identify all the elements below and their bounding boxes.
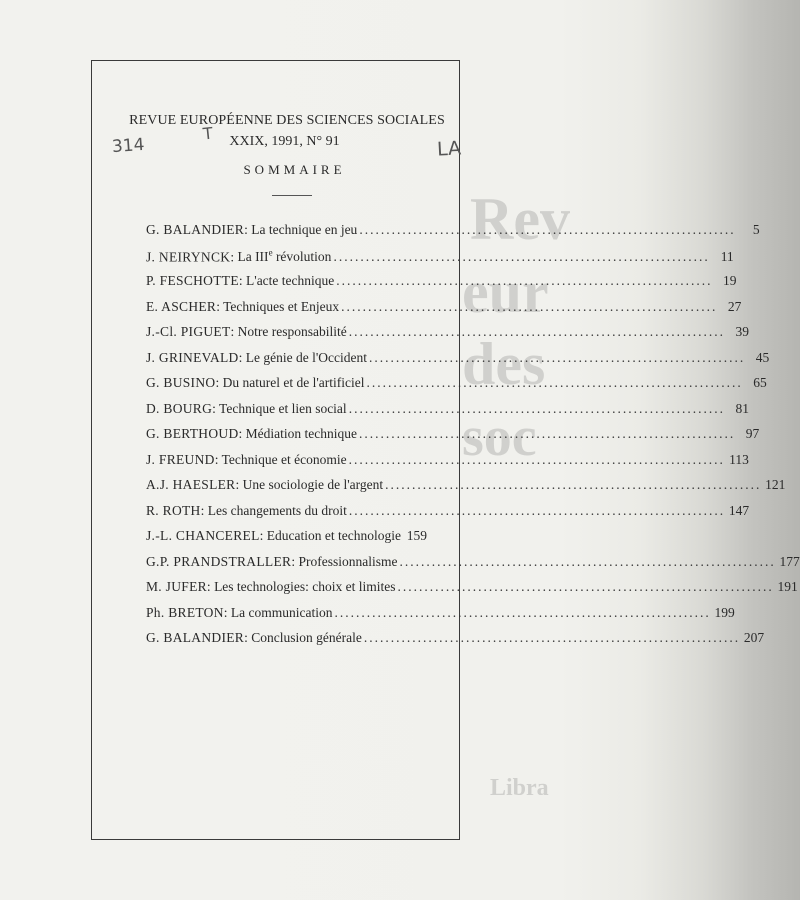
toc-page-number: 11 [720,249,734,264]
toc-author: G.P. PRANDSTRALLER [146,553,292,569]
toc-page-number: 19 [723,273,737,288]
dot-leader [397,554,775,570]
toc-title: La IIIe révolution [237,247,332,264]
dot-leader [362,630,740,646]
toc-title: Du naturel et de l'artificiel [222,375,365,390]
toc-author: G. BALANDIER [146,630,245,645]
toc-title: La technique en jeu [251,222,358,237]
toc-title: Médiation technique [245,426,357,441]
bleed-through-word-5: Libra [490,775,549,801]
toc-entry-text: A.J. HAESLER: Une sociologie de l'argent [146,477,384,492]
toc-title: Conclusion générale [251,630,362,645]
toc-title: Le génie de l'Occident [245,349,367,365]
toc-title: Education et technologie [266,528,401,543]
toc-title: Techniques et Enjeux [223,298,340,314]
dot-leader [347,503,725,519]
toc-title: Une sociologie de l'argent [242,477,384,492]
toc-page-number: 39 [735,324,750,339]
dot-leader [396,579,774,595]
toc-entry [146,222,760,248]
toc-author: M. JUFER [146,579,207,594]
toc-entry [146,273,737,299]
toc-page-number: 27 [727,298,742,314]
toc-entry-text: G.P. PRANDSTRALLER: Professionnalisme [146,553,398,569]
bleed-through-word-3: des [462,331,546,397]
toc-author: E. ASCHER [146,298,217,314]
toc-author: G. BALANDIER [146,222,245,237]
toc-entry-text: D. BOURG: Technique et lien social [146,400,347,416]
toc-title: Professionnalisme [298,553,398,569]
toc-entry [146,502,750,529]
toc-page-number: 191 [777,579,798,594]
toc-entry [146,630,765,656]
toc-page-number: 147 [728,502,750,518]
toc-entry-text: G. BALANDIER: La technique en jeu [146,222,358,237]
toc-page-number: 159 [406,528,427,543]
toc-entry-text: R. ROTH: Les changements du droit [146,502,347,518]
dot-leader [357,426,735,442]
handwritten-note-left: 314 [111,134,146,158]
toc-title: Les technologies: choix et limites [214,579,396,594]
toc-entry [146,375,767,401]
toc-title: L'acte technique [246,273,335,288]
toc-entry-text: J. GRINEVALD: Le génie de l'Occident [146,349,367,365]
toc-page-number: 81 [735,400,749,416]
toc-page-number: 5 [752,222,760,237]
sommaire-heading: SOMMAIRE [243,162,346,177]
toc-entry [146,553,800,580]
toc-entry [146,426,760,452]
toc-page-number: 65 [753,375,767,390]
toc-title: Technique et économie [221,451,347,467]
bleed-through-word-1: Rev [470,186,570,252]
toc-entry-text: M. JUFER: Les technologies: choix et limites [146,579,396,594]
toc-entry-text: G. BUSINO: Du naturel et de l'artificiel [146,375,365,390]
dot-leader [364,375,742,391]
toc-author: P. FESCHOTTE [146,273,239,288]
dot-leader [334,273,712,289]
toc-page-number: 121 [765,477,786,492]
toc-author: J.-Cl. PIGUET [146,324,231,339]
dot-leader [347,452,725,468]
handwritten-note-right: LA [436,137,462,161]
toc-title: Notre responsabilité [237,324,347,339]
toc-author: J. GRINEVALD [146,349,239,365]
toc-entry [146,298,742,325]
toc-entry-text: J. NEIRYNCK: La IIIe révolution [146,247,332,264]
toc-author: D. BOURG [146,400,213,416]
toc-author: J. FREUND [146,451,215,467]
toc-entry [146,451,749,478]
dot-leader [347,401,725,417]
toc-title: Technique et lien social [219,400,347,416]
toc-entry-text: G. BALANDIER: Conclusion générale [146,630,362,645]
dot-leader [347,324,725,340]
toc-title: Les changements du droit [207,502,347,518]
toc-entry [146,349,770,376]
heading-divider [272,195,312,196]
journal-title: REVUE EUROPÉENNE DES SCIENCES SOCIALES [129,113,445,128]
journal-issue: XXIX, 1991, N° 91 [229,134,340,149]
toc-author: J. NEIRYNCK [146,249,231,264]
toc-author: J.-L. CHANCEREL [146,528,260,543]
toc-entry [146,247,734,274]
handwritten-note-middle: T [202,123,214,144]
toc-entry [146,579,798,605]
toc-entry-text: J.-Cl. PIGUET: Notre responsabilité [146,324,347,339]
toc-entry [146,528,426,554]
dot-leader [367,350,745,366]
toc-author: G. BUSINO [146,375,216,390]
toc-entry-text: G. BERTHOUD: Médiation technique [146,426,357,441]
toc-entry-text: Ph. BRETON: La communication [146,604,333,620]
dot-leader [333,605,711,621]
dot-leader [383,477,761,493]
toc-entry-text: J. FREUND: Technique et économie [146,451,347,467]
toc-author: Ph. BRETON [146,604,224,620]
dot-leader [331,249,709,265]
toc-page-number: 45 [755,349,770,365]
bleed-through-word-2: eur [462,259,549,325]
toc-entry [146,604,735,631]
toc-page-number: 207 [743,630,765,645]
toc-entry [146,477,786,503]
toc-author: R. ROTH [146,502,201,518]
toc-entry-text: E. ASCHER: Techniques et Enjeux [146,298,340,314]
toc-entry [146,324,750,350]
bleed-through-word-4: soc [462,406,537,468]
toc-entry-text: P. FESCHOTTE: L'acte technique [146,273,335,288]
toc-title: La communication [230,604,333,620]
toc-author: A.J. HAESLER [146,477,236,492]
toc-page-number: 177 [779,553,800,569]
toc-page-number: 199 [714,604,735,620]
toc-page-number: 113 [729,451,749,467]
toc-entry [146,400,749,427]
dot-leader [339,299,717,315]
dot-leader [357,222,735,238]
toc-page-number: 97 [745,426,760,441]
toc-author: G. BERTHOUD [146,426,239,441]
toc-entry-text: J.-L. CHANCEREL: Education et technologie [146,528,401,543]
